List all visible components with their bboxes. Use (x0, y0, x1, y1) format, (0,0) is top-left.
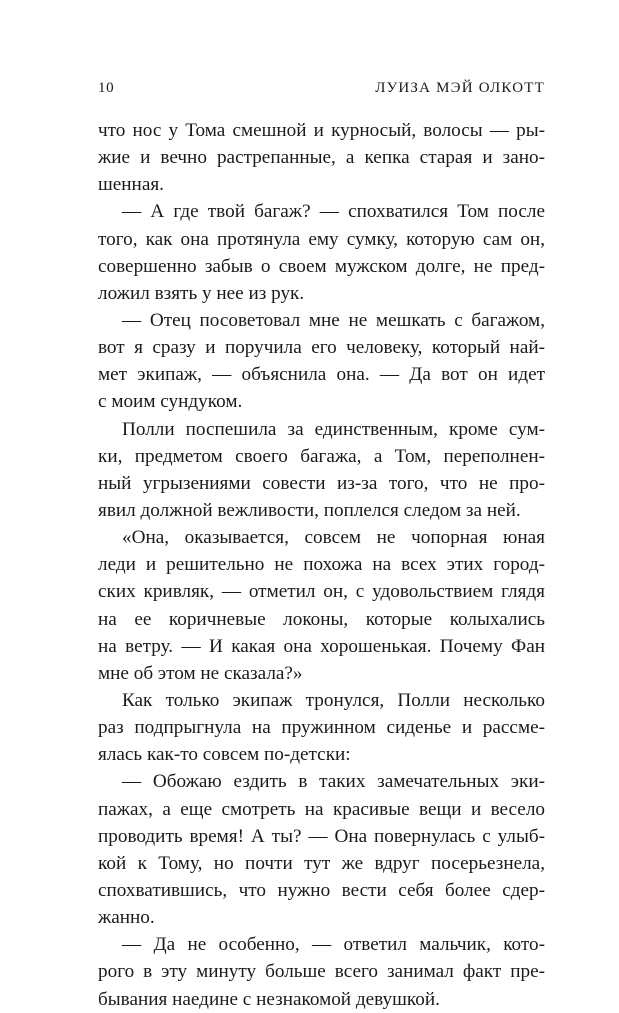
text-line: на ее коричневые локоны, которые колыхались (98, 608, 545, 630)
running-head (98, 80, 545, 100)
text-line: ских кривляк, — отметил он, с удовольствием глядя (98, 581, 545, 603)
text-line: Как только экипаж тронулся, Полли несколько (122, 689, 545, 711)
text-line: рого в эту минуту больше всего занимал факт пре- (98, 961, 545, 983)
text-line: ялась как-то совсем по-детски: (98, 744, 351, 766)
text-line: ки, предметом своего багажа, а Том, переполнен- (98, 445, 545, 467)
text-line: мне об этом не сказала?» (98, 662, 303, 684)
text-line: — Обожаю ездить в таких замечательных эки- (122, 771, 545, 793)
text-line: пажах, а еще смотреть на красивые вещи и весело (98, 798, 545, 820)
text-line: мет экипаж, — объяснила она. — Да вот он идет (98, 364, 545, 386)
body-text (98, 117, 545, 1013)
running-title: ЛУИЗА МЭЙ ОЛКОТТ (375, 80, 545, 96)
text-line: — А где твой багаж? — спохватился Том после (122, 201, 545, 223)
text-line: Полли поспешила за единственным, кроме сум- (122, 418, 545, 440)
text-line: жие и вечно растрепанные, а кепка старая и зано- (98, 147, 545, 169)
text-line: на ветру. — И какая она хорошенькая. Почему Фан (98, 635, 545, 657)
text-line: вот я сразу и поручила его человеку, который най- (98, 337, 545, 359)
text-line: с моим сундуком. (98, 391, 243, 413)
page-number: 10 (98, 80, 115, 96)
text-line: — Отец посоветовал мне не мешкать с багажом, (122, 309, 545, 331)
text-line: «Она, оказывается, совсем не чопорная юная (122, 527, 545, 549)
text-line: спохватившись, что нужно вести себя более сдер- (98, 879, 545, 901)
text-line: проводить время! А ты? — Она повернулась с улыб- (98, 825, 545, 847)
text-line: явил должной вежливости, поплелся следом за ней. (98, 499, 521, 521)
text-line: жанно. (98, 907, 155, 929)
text-line: кой к Тому, но почти тут же вдруг посерьезнела, (98, 852, 545, 874)
text-line: раз подпрыгнула на пружинном сиденье и рассме- (98, 717, 545, 739)
text-line: ложил взять у нее из рук. (98, 282, 305, 304)
text-line: бывания наедине с незнакомой девушкой. (98, 988, 440, 1010)
text-line: леди и решительно не похожа на всех этих город- (98, 554, 545, 576)
text-line: — Да не особенно, — ответил мальчик, кото- (122, 934, 545, 956)
text-line: ный угрызениями совести из-за того, что не про- (98, 472, 545, 494)
text-line: шенная. (98, 174, 164, 196)
text-line: совершенно забыв о своем мужском долге, не пред- (98, 255, 545, 277)
text-line: что нос у Тома смешной и курносый, волосы — ры- (98, 120, 545, 141)
text-line: того, как она протянула ему сумку, которую сам он, (98, 228, 545, 250)
